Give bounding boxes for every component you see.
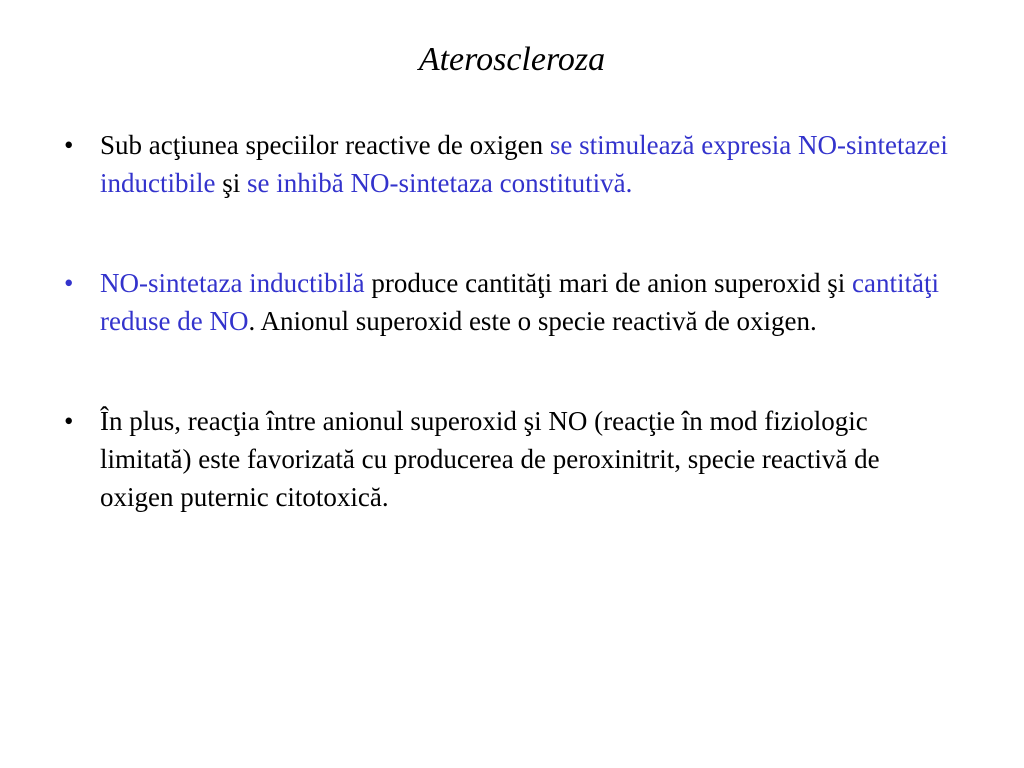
bullet-marker: • (64, 268, 74, 298)
bullet-text-part: În plus, reacţia între anionul superoxid şi NO (reacţie în mod fiziologic limitată) este favorizată cu producerea de peroxinitrit, specie reactivă de oxigen puternic citotoxică. (100, 406, 880, 512)
slide-title: Ateroscleroza (418, 41, 606, 78)
bullet-text-highlight: se inhibă NO-sintetaza constitutivă. (247, 168, 633, 198)
bullet-marker: • (64, 130, 74, 160)
bullet-text-highlight: cantităţi reduse de NO (100, 268, 939, 336)
bullet-item (58, 264, 958, 340)
bullet-text-highlight: NO-sintetaza inductibilă (100, 268, 365, 298)
bullet-item (58, 126, 958, 202)
bullet-text-part: produce cantităţi mari de anion superoxid şi (364, 268, 853, 298)
bullet-text-part: şi (215, 168, 247, 198)
bullet-text-highlight: se stimulează expresia NO-sintetazei inductibile (100, 130, 948, 198)
bullet-text (100, 268, 939, 336)
bullet-text-part: Sub acţiunea speciilor reactive de oxigen (100, 130, 550, 160)
bullet-text (100, 406, 880, 512)
bullet-marker: • (64, 406, 74, 436)
bullet-text (100, 130, 948, 198)
bullet-list (58, 126, 958, 578)
bullet-item (58, 402, 958, 516)
bullet-text-part: . Anionul superoxid este o specie reactivă de oxigen. (248, 306, 817, 336)
